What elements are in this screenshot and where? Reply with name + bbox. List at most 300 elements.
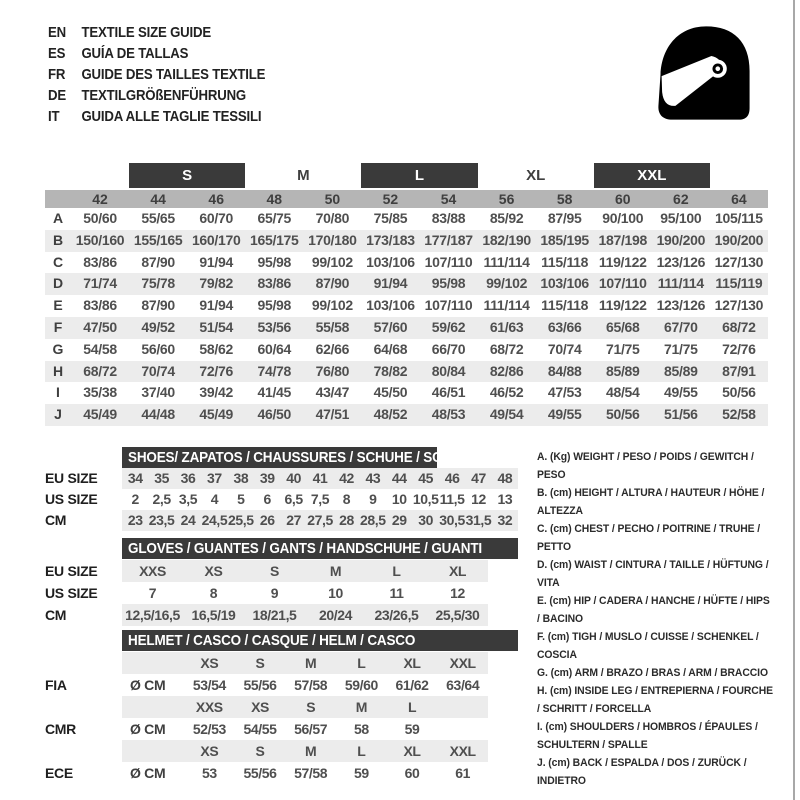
main-size-table	[45, 163, 768, 426]
size-value: 91/94	[199, 297, 233, 314]
size-value: 54/58	[83, 340, 117, 357]
size-value: 103/106	[366, 297, 415, 314]
size-value: 71/75	[664, 340, 698, 357]
header-spacer	[45, 538, 122, 560]
helmet-size-label: M	[305, 655, 317, 671]
cell-value: XXS	[139, 563, 166, 579]
corner-cell	[45, 190, 71, 208]
legend-entry: E. (cm) HIP / CADERA / HANCHE / HÜFTE / HIPS / BACINO	[537, 595, 770, 625]
size-value: 87/90	[141, 297, 175, 314]
diameter-cm-label: Ø CM	[130, 677, 166, 693]
cell-value: 23	[127, 512, 143, 528]
size-value: 187/198	[598, 231, 647, 248]
cell-value: 6,5	[284, 491, 303, 507]
legend-entry: H. (cm) INSIDE LEG / ENTREPIERNA / FOURCHE / SCHRITT / FORCELLA	[537, 685, 773, 715]
size-number: 42	[92, 191, 108, 207]
size-value: 91/94	[373, 275, 408, 292]
row-letter: I	[56, 384, 60, 401]
measure-row-j	[45, 404, 768, 426]
size-value: 115/118	[541, 253, 589, 270]
cell-value: L	[392, 563, 401, 579]
row-letter: H	[52, 362, 64, 379]
language-row	[48, 64, 265, 85]
measure-row-a	[45, 208, 768, 230]
row-letter: A	[52, 210, 64, 226]
language-row	[48, 106, 265, 127]
size-value: 80/84	[431, 362, 466, 379]
size-value: 160/170	[191, 231, 241, 248]
size-value: 46/50	[257, 406, 292, 423]
group-spacer	[71, 163, 129, 188]
cell-value: 2,5	[152, 491, 171, 507]
row-label: EU SIZE	[45, 470, 98, 486]
gloves-header-bar	[122, 538, 518, 559]
size-number: 46	[208, 191, 224, 207]
size-value: 170/180	[308, 231, 357, 248]
cell-value: 37	[207, 470, 222, 486]
legend-entry: A. (Kg) WEIGHT / PESO / POIDS / GEWITCH / PESO	[537, 451, 754, 481]
language-row	[48, 43, 265, 64]
values-band	[122, 674, 488, 696]
cell-value: 41	[312, 470, 328, 486]
measure-row-f	[45, 317, 768, 339]
size-value: 37/40	[141, 384, 175, 401]
row-letter: D	[52, 275, 64, 292]
size-value: 48/52	[373, 406, 408, 423]
helmet-size-label: XXS	[195, 699, 223, 715]
size-value: 55/58	[315, 318, 350, 335]
shoes-row-band	[122, 489, 518, 510]
size-value: 165/175	[250, 231, 299, 248]
cell-value: 8	[342, 491, 351, 507]
helmet-size-value	[437, 718, 488, 740]
gloves-table	[45, 538, 518, 626]
gloves-title: GLOVES / GUANTES / GANTS / HANDSCHUHE / GUANTI	[128, 540, 482, 557]
cell-value: 5	[237, 491, 245, 507]
language-code: IT	[48, 108, 60, 125]
size-value: 43/47	[315, 384, 350, 401]
language-code: FR	[48, 66, 66, 83]
size-value: 107/110	[598, 275, 647, 292]
cell-value: 29	[391, 512, 407, 528]
size-value: 53/56	[257, 318, 292, 335]
size-value: 49/54	[489, 406, 524, 423]
size-value: 52/58	[722, 406, 756, 423]
helmet-size-label: S	[255, 655, 265, 671]
cell-value: 35	[154, 470, 169, 486]
size-value: 49/52	[141, 318, 175, 335]
helmet-size-label: M	[305, 743, 317, 759]
legend-entry: D. (cm) WAIST / CINTURA / TAILLE / HÜFTUNG / VITA	[537, 559, 769, 589]
helmet-size-label: XS	[251, 699, 269, 715]
size-value: 107/110	[424, 253, 473, 270]
cell-value: 10	[391, 491, 407, 507]
cell-value: 9	[369, 491, 377, 507]
helmet-size-value: 53	[201, 765, 217, 781]
cell-value: 47	[471, 470, 486, 486]
helmet-header-bar	[122, 630, 518, 651]
size-value: 87/95	[547, 210, 582, 226]
cell-value: S	[270, 563, 279, 579]
size-value: 185/195	[540, 231, 589, 248]
size-value: 84/88	[547, 362, 582, 379]
row-label: CM	[45, 607, 67, 623]
size-value: 72/76	[722, 340, 756, 357]
size-value: 119/122	[598, 253, 647, 270]
measure-row-d	[45, 273, 768, 295]
language-label: TEXTILGRÖßENFÜHRUNG	[81, 87, 247, 104]
size-value: 85/89	[605, 362, 640, 379]
cell-value: M	[329, 563, 342, 579]
header-spacer	[45, 630, 122, 652]
size-value: 68/72	[83, 362, 117, 379]
helmet-value-row-ece	[45, 762, 518, 784]
size-number: 54	[440, 191, 457, 207]
size-value: 95/98	[431, 275, 466, 292]
helmet-sizes-row	[45, 696, 518, 718]
size-value: 48/53	[431, 406, 466, 423]
helmet-size-value: 54/55	[243, 721, 277, 737]
row-letter: J	[54, 406, 62, 423]
size-number: 60	[614, 191, 631, 207]
helmet-sizes-row	[45, 652, 518, 674]
helmet-size-value: 56/57	[294, 721, 328, 737]
size-value: 65/68	[605, 318, 640, 335]
size-value: 50/60	[83, 210, 117, 226]
size-value: 59/62	[431, 318, 466, 335]
row-letter: C	[52, 253, 64, 270]
diameter-cm-label: Ø CM	[130, 765, 166, 781]
shoes-row-band	[122, 468, 518, 489]
helmet-size-label: XS	[200, 655, 219, 671]
size-value: 87/91	[722, 362, 756, 379]
size-value: 115/119	[715, 275, 763, 292]
language-label: GUÍA DE TALLAS	[81, 45, 189, 62]
size-value: 74/78	[257, 362, 292, 379]
size-value: 68/72	[489, 340, 524, 357]
size-number-row	[45, 190, 768, 208]
cell-value: 11,5	[439, 491, 465, 507]
shoes-header-bar	[122, 447, 479, 468]
cell-value: 7	[148, 585, 157, 601]
gloves-row	[45, 582, 518, 604]
size-value: 82/86	[489, 362, 524, 379]
size-value: 115/118	[541, 297, 589, 314]
cell-value: 40	[286, 470, 302, 486]
size-group-l: L	[361, 163, 477, 188]
helmet-size-label: XXL	[449, 743, 476, 759]
legend-entry: F. (cm) TIGH / MUSLO / CUISSE / SCHENKEL / COSCIA	[537, 631, 759, 661]
size-value: 35/38	[83, 384, 117, 401]
cell-value: 24	[180, 512, 196, 528]
diameter-cm-label: Ø CM	[130, 721, 166, 737]
size-value: 177/187	[424, 231, 473, 248]
row-letter: E	[53, 297, 63, 314]
size-number: 58	[556, 191, 573, 207]
language-list	[48, 22, 295, 127]
group-spacer	[710, 163, 768, 188]
size-number: 50	[324, 191, 341, 207]
size-value: 99/102	[311, 253, 353, 270]
size-value: 83/86	[83, 297, 117, 314]
measure-row-b	[45, 230, 768, 252]
helmet-size-label	[437, 696, 488, 718]
cell-value: 7,5	[310, 491, 330, 507]
cell-value: 12	[450, 585, 465, 601]
sizes-band	[122, 652, 488, 674]
cell-value: 18/21,5	[252, 607, 297, 623]
size-value: 127/130	[714, 297, 764, 314]
legend-entry: B. (cm) HEIGHT / ALTURA / HAUTEUR / HÖHE / ALTEZZA	[537, 487, 765, 517]
size-value: 107/110	[424, 297, 473, 314]
helmet-size-value: 53/54	[192, 677, 226, 693]
helmet-size-value: 59	[353, 765, 369, 781]
cell-value: 25,5	[228, 512, 254, 528]
legend-entry: C. (cm) CHEST / PECHO / POITRINE / TRUHE / PETTO	[537, 523, 761, 553]
size-value: 75/78	[141, 275, 175, 292]
cell-value: 30,5	[439, 512, 465, 528]
helmet-size-value: 55/56	[243, 765, 277, 781]
language-label: GUIDE DES TAILLES TEXTILE	[81, 66, 266, 83]
helmet-icon	[650, 20, 758, 126]
size-value: 85/92	[489, 210, 524, 226]
size-value: 55/65	[141, 210, 175, 226]
size-group-xl: XL	[526, 167, 546, 184]
size-value: 87/90	[315, 275, 350, 292]
size-value: 47/51	[315, 406, 350, 423]
size-value: 66/70	[431, 340, 466, 357]
size-value: 51/56	[664, 406, 698, 423]
size-value: 57/60	[373, 318, 408, 335]
cell-value: 42	[339, 470, 354, 486]
gloves-row-band	[122, 604, 488, 626]
size-number: 48	[266, 191, 283, 207]
size-value: 71/75	[605, 340, 640, 357]
size-value: 150/160	[75, 231, 125, 248]
size-value: 45/50	[373, 384, 408, 401]
size-group-m: M	[297, 167, 310, 184]
size-group-row	[45, 163, 768, 188]
sizes-band-spacer	[122, 740, 184, 762]
cell-value: 28,5	[360, 512, 386, 528]
row-label: US SIZE	[45, 585, 98, 601]
cell-value: 30	[418, 512, 434, 528]
size-value: 95/100	[660, 210, 702, 226]
size-value: 60/70	[199, 210, 233, 226]
shoes-row	[45, 489, 518, 510]
row-label: US SIZE	[45, 491, 98, 507]
size-value: 103/106	[540, 275, 589, 292]
row-label-spacer	[45, 696, 122, 718]
helmet-size-label: S	[306, 699, 316, 715]
size-value: 76/80	[315, 362, 350, 379]
size-value: 91/94	[199, 253, 233, 270]
size-number: 64	[731, 191, 747, 207]
size-value: 83/86	[257, 275, 292, 292]
size-value: 62/66	[315, 340, 350, 357]
gloves-row-band	[122, 560, 488, 582]
size-value: 63/66	[547, 318, 582, 335]
cell-value: 44	[391, 470, 407, 486]
size-value: 123/126	[656, 297, 706, 314]
cell-value: 9	[270, 585, 279, 601]
helmet-size-value: 52/53	[192, 721, 226, 737]
standard-label: FIA	[45, 677, 67, 693]
language-code: EN	[48, 24, 66, 41]
size-value: 99/102	[486, 275, 528, 292]
gloves-row	[45, 560, 518, 582]
helmet-size-label: L	[357, 655, 366, 671]
cell-value: XL	[448, 563, 467, 579]
size-value: 119/122	[598, 297, 647, 314]
size-value: 173/183	[366, 231, 415, 248]
size-number: 56	[498, 191, 515, 207]
size-value: 155/165	[133, 231, 183, 248]
measure-row-g	[45, 339, 768, 361]
helmet-header-row	[45, 630, 518, 652]
helmet-size-value: 59	[404, 721, 420, 737]
language-code: ES	[48, 45, 66, 62]
size-value: 65/75	[257, 210, 292, 226]
size-value: 111/114	[483, 297, 530, 314]
helmet-title: HELMET / CASCO / CASQUE / HELM / CASCO	[128, 632, 416, 649]
size-number: 52	[382, 191, 399, 207]
size-value: 58/62	[199, 340, 233, 357]
size-value: 103/106	[366, 253, 415, 270]
helmet-size-label: S	[255, 743, 265, 759]
size-value: 71/74	[83, 275, 117, 292]
cell-value: XS	[204, 563, 223, 579]
size-value: 75/85	[373, 210, 408, 226]
cell-value: 10,5	[412, 491, 439, 507]
helmet-sizes-row	[45, 740, 518, 762]
size-value: 47/53	[547, 384, 582, 401]
cell-value: 39	[259, 470, 275, 486]
size-value: 50/56	[605, 406, 640, 423]
cell-value: 2	[131, 491, 139, 507]
helmet-size-value: 61/62	[395, 677, 429, 693]
cell-value: 43	[365, 470, 381, 486]
helmet-size-value: 59/60	[344, 677, 378, 693]
size-value: 190/200	[656, 231, 706, 248]
size-value: 61/63	[489, 318, 524, 335]
cell-value: 45	[418, 470, 434, 486]
cell-value: 8	[209, 585, 218, 601]
size-value: 87/90	[141, 253, 175, 270]
cell-value: 48	[497, 470, 513, 486]
row-letter: F	[53, 318, 63, 335]
shoes-header-row	[45, 447, 518, 468]
language-code: DE	[48, 87, 66, 104]
helmet-size-value: 58	[353, 721, 369, 737]
size-value: 99/102	[311, 297, 353, 314]
shoes-table	[45, 447, 518, 531]
helmet-size-value: 57/58	[294, 765, 328, 781]
size-value: 68/72	[722, 318, 756, 335]
helmet-size-value: 61	[455, 765, 471, 781]
size-value: 46/51	[431, 384, 466, 401]
size-value: 105/115	[715, 210, 763, 226]
size-value: 83/88	[431, 210, 466, 226]
size-value: 50/56	[722, 384, 756, 401]
values-band	[122, 762, 488, 784]
cell-value: 3,5	[178, 491, 198, 507]
cell-value: 34	[127, 470, 143, 486]
cell-value: 27	[286, 512, 302, 528]
size-group-xxl: XXL	[594, 163, 710, 188]
helmet-size-label: XL	[403, 743, 421, 759]
language-label: GUIDA ALLE TAGLIE TESSILI	[81, 108, 262, 125]
cell-value: 11	[389, 585, 404, 601]
size-value: 47/50	[83, 318, 117, 335]
cell-value: 26	[259, 512, 275, 528]
size-value: 56/60	[141, 340, 175, 357]
row-label-spacer	[45, 740, 122, 762]
row-label: EU SIZE	[45, 563, 98, 579]
row-letter: B	[52, 231, 64, 248]
footwear-glove-helmet-tables	[45, 447, 518, 784]
helmet-size-label: XXL	[449, 655, 476, 671]
divider	[45, 531, 518, 538]
size-number: 44	[150, 191, 166, 207]
helmet-table	[45, 630, 518, 784]
helmet-size-label: L	[357, 743, 366, 759]
cell-value: 4	[210, 491, 219, 507]
measure-row-c	[45, 252, 768, 274]
measure-row-e	[45, 295, 768, 317]
size-value: 67/70	[664, 318, 698, 335]
size-value: 51/54	[199, 318, 233, 335]
cell-value: 20/24	[318, 607, 353, 623]
row-label: CM	[45, 512, 67, 528]
corner-cell	[45, 163, 71, 188]
size-value: 49/55	[664, 384, 698, 401]
size-value: 95/98	[257, 253, 292, 270]
size-value: 70/74	[141, 362, 175, 379]
legend-entry: I. (cm) SHOULDERS / HOMBROS / ÉPAULES / SCHULTERN / SPALLE	[537, 721, 758, 751]
size-value: 70/80	[315, 210, 350, 226]
size-value: 123/126	[656, 253, 706, 270]
size-value: 44/48	[141, 406, 175, 423]
cell-value: 13	[497, 491, 513, 507]
helmet-value-row-cmr	[45, 718, 518, 740]
shoes-row	[45, 510, 518, 531]
helmet-size-value: 60	[404, 765, 420, 781]
size-value: 127/130	[714, 253, 764, 270]
size-value: 95/98	[257, 297, 292, 314]
shoes-row	[45, 468, 518, 489]
cell-value: 24,5	[201, 512, 228, 528]
gloves-row-band	[122, 582, 488, 604]
helmet-size-label: M	[355, 699, 367, 715]
helmet-size-label: XL	[403, 655, 421, 671]
size-value: 83/86	[83, 253, 117, 270]
size-value: 45/49	[199, 406, 233, 423]
cell-value: 28	[339, 512, 354, 528]
size-value: 85/89	[664, 362, 698, 379]
sizes-band-spacer	[122, 696, 184, 718]
cell-value: 36	[180, 470, 196, 486]
cell-value: 27,5	[307, 512, 333, 528]
legend-entry: J. (cm) BACK / ESPALDA / DOS / ZURÜCK / INDIETRO	[537, 757, 747, 787]
cell-value: 23/26,5	[374, 607, 419, 623]
language-row	[48, 85, 265, 106]
gloves-row	[45, 604, 518, 626]
helmet-size-label: XS	[200, 743, 219, 759]
header-spacer	[45, 447, 122, 468]
helmet-value-row-fia	[45, 674, 518, 696]
cell-value: 31,5	[465, 512, 492, 528]
